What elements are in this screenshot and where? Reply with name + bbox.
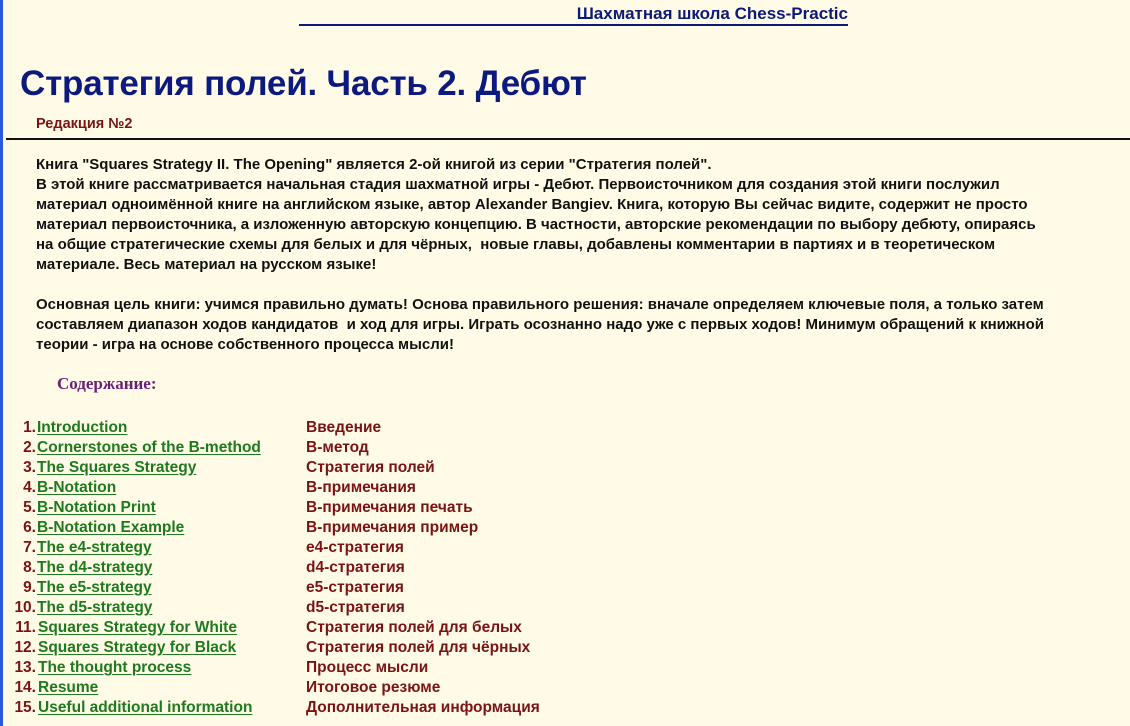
toc-link-squares-strategy[interactable]: The Squares Strategy — [37, 459, 197, 476]
intro-line: Книга "Squares Strategy II. The Opening" является 2-ой книгой из серии "Стратегия полей". — [36, 156, 712, 173]
toc-russian-title: e4-стратегия — [306, 539, 404, 556]
goal-line: Основная цель книги: учимся правильно думать! Основа правильного решения: вначале определяем ключевые поля, а только затем — [36, 296, 1044, 313]
toc-number: 9. — [23, 579, 36, 596]
toc-number: 11. — [15, 619, 36, 636]
toc-item — [3, 578, 703, 598]
intro-paragraph — [36, 155, 1121, 275]
toc-item — [3, 438, 703, 458]
toc-number: 1. — [23, 419, 36, 436]
edition-label: Редакция №2 — [36, 116, 133, 132]
toc-number: 13. — [14, 659, 36, 676]
toc-item — [3, 698, 703, 718]
toc-number: 3. — [23, 459, 36, 476]
toc-link-resume[interactable]: Resume — [38, 679, 99, 696]
toc-item — [3, 418, 703, 438]
page-title: Стратегия полей. Часть 2. Дебют — [20, 64, 587, 103]
toc-link-thought-process[interactable]: The thought process — [38, 659, 192, 676]
toc-item — [3, 658, 703, 678]
goal-line: теории - игра на основе собственного процесса мысли! — [36, 336, 454, 353]
toc-item — [3, 638, 703, 658]
toc-link-strategy-white[interactable]: Squares Strategy for White — [38, 619, 237, 636]
toc-russian-title: Итоговое резюме — [306, 679, 441, 696]
toc-item — [3, 498, 703, 518]
toc-russian-title: d5-стратегия — [306, 599, 405, 616]
toc-item — [3, 538, 703, 558]
toc-number: 12. — [14, 639, 36, 656]
toc-number: 15. — [14, 699, 36, 716]
toc-link-d4-strategy[interactable]: The d4-strategy — [37, 559, 153, 576]
toc-link-cornerstones[interactable]: Cornerstones of the B-method — [37, 439, 261, 456]
goal-line: составляем диапазон ходов кандидатов и ход для игры. Играть осознанно надо уже с первых ходов! Минимум обращений к книжной — [36, 316, 1044, 333]
intro-line: В этой книге рассматривается начальная стадия шахматной игры - Дебют. Первоисточником для создания этой книги послужил — [36, 176, 1000, 193]
intro-line: на общие стратегические схемы для белых и для чёрных, новые главы, добавлены комментарии в партиях и в теоретическом — [36, 236, 996, 253]
toc-link-d5-strategy[interactable]: The d5-strategy — [37, 599, 153, 616]
toc-russian-title: Стратегия полей для чёрных — [306, 639, 531, 656]
toc-link-b-notation-print[interactable]: B-Notation Print — [37, 499, 156, 516]
toc-russian-title: Введение — [306, 419, 382, 436]
toc-russian-title: d4-стратегия — [306, 559, 405, 576]
toc-link-b-notation[interactable]: B-Notation — [37, 479, 117, 496]
horizontal-divider — [6, 138, 1130, 140]
toc-item — [3, 678, 703, 698]
toc-item — [3, 598, 703, 618]
toc-number: 6. — [23, 519, 36, 536]
toc-russian-title: Процесс мысли — [306, 659, 429, 676]
toc-number: 10. — [14, 599, 36, 616]
toc-number: 2. — [23, 439, 36, 456]
toc-item — [3, 478, 703, 498]
toc-link-e4-strategy[interactable]: The e4-strategy — [37, 539, 152, 556]
toc-russian-title: Стратегия полей — [306, 459, 435, 476]
toc-number: 4. — [23, 479, 36, 496]
intro-line: материале. Весь материал на русском языке! — [36, 256, 377, 273]
toc-heading: Содержание: — [57, 374, 157, 393]
toc-link-additional-info[interactable]: Useful additional information — [38, 699, 253, 716]
toc-number: 8. — [23, 559, 36, 576]
toc-item — [3, 618, 703, 638]
toc-item — [3, 518, 703, 538]
toc-russian-title: e5-стратегия — [306, 579, 404, 596]
toc-russian-title: B-примечания печать — [306, 499, 473, 516]
toc-link-e5-strategy[interactable]: The e5-strategy — [37, 579, 152, 596]
table-of-contents — [3, 418, 703, 718]
intro-line: материал первоисточника, а изложенную авторскую концепцию. В частности, авторские рекомендации по выбору дебюту, опираясь — [36, 216, 1036, 233]
toc-russian-title: B-метод — [306, 439, 369, 456]
toc-link-strategy-black[interactable]: Squares Strategy for Black — [38, 639, 237, 656]
goal-paragraph — [36, 295, 1121, 355]
toc-number: 7. — [23, 539, 36, 556]
toc-link-b-notation-example[interactable]: B-Notation Example — [37, 519, 185, 536]
site-home-link[interactable]: Шахматная школа Chess-Practic — [299, 4, 848, 26]
toc-russian-title: Дополнительная информация — [306, 699, 540, 716]
intro-line: материал одноимённой книге на английском языке, автор Alexander Bangiev. Книга, которую Вы сейчас видите, содержит не просто — [36, 196, 1028, 213]
toc-item — [3, 558, 703, 578]
toc-russian-title: B-примечания — [306, 479, 416, 496]
toc-number: 14. — [14, 679, 36, 696]
toc-russian-title: B-примечания пример — [306, 519, 479, 536]
toc-russian-title: Стратегия полей для белых — [306, 619, 522, 636]
toc-link-introduction[interactable]: Introduction — [37, 419, 128, 436]
site-header — [299, 4, 848, 26]
toc-item — [3, 458, 703, 478]
toc-number: 5. — [23, 499, 36, 516]
